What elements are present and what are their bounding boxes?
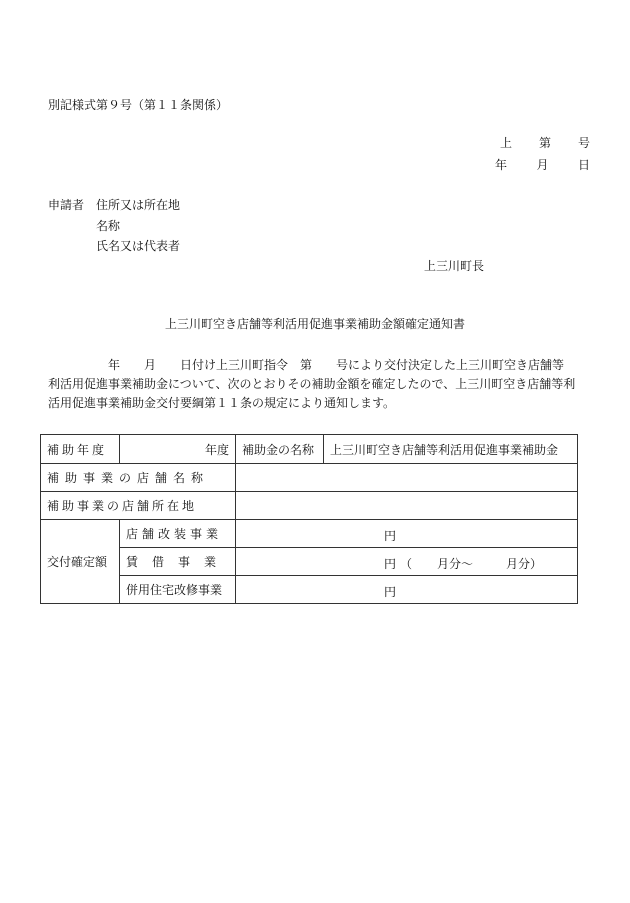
table-row xyxy=(41,435,578,464)
notice-table xyxy=(40,434,578,604)
store-address-value xyxy=(236,492,578,520)
renovation-label: 店舗改装事業 xyxy=(120,520,236,548)
issue-date xyxy=(495,158,590,172)
name-label: 名称 xyxy=(96,219,121,233)
fiscal-year-label: 補助年度 xyxy=(41,435,120,464)
lease-yen: 円 xyxy=(384,557,397,571)
issuer: 上三川町長 xyxy=(424,259,485,273)
lease-period-from: 月分～ xyxy=(437,557,474,571)
applicant-label: 申請者 xyxy=(48,198,85,212)
housing-label: 併用住宅改修事業 xyxy=(120,576,236,604)
document-title: 上三川町空き店舗等利活用促進事業補助金額確定通知書 xyxy=(164,317,465,331)
issue-date-month: 月 xyxy=(536,158,549,172)
form-label: 別記様式第９号（第１１条関係） xyxy=(48,98,229,112)
body-paragraph xyxy=(48,356,588,413)
subsidy-name-label: 補助金の名称 xyxy=(236,435,324,464)
address-label: 住所又は所在地 xyxy=(96,198,181,212)
issue-number xyxy=(500,136,590,150)
lease-period-open: （ xyxy=(400,557,413,571)
issue-number-middle: 第 xyxy=(538,136,551,150)
renovation-amount xyxy=(236,520,578,548)
table-row xyxy=(41,548,578,576)
store-name-value xyxy=(236,464,578,492)
representative-label: 氏名又は代表者 xyxy=(96,239,181,253)
issue-number-suffix: 号 xyxy=(577,136,590,150)
housing-yen: 円 xyxy=(384,585,397,599)
housing-amount xyxy=(236,576,578,604)
issue-date-day: 日 xyxy=(577,158,590,172)
issue-number-prefix: 上 xyxy=(500,136,513,150)
body-line-1: 年 月 日付け上三川町指令 第 号により交付決定した上三川町空き店舗等 xyxy=(48,358,565,372)
subsidy-name-value: 上三川町空き店舗等利活用促進事業補助金 xyxy=(324,435,578,464)
table-row xyxy=(41,576,578,604)
lease-period-to: 月分） xyxy=(506,557,543,571)
confirmed-amount-label: 交付確定額 xyxy=(41,520,120,604)
table-row xyxy=(41,520,578,548)
store-address-label: 補助事業の店舗所在地 xyxy=(41,492,236,520)
lease-amount xyxy=(236,548,578,576)
issue-date-year: 年 xyxy=(495,158,508,172)
lease-label: 賃借事業 xyxy=(120,548,236,576)
renovation-yen: 円 xyxy=(384,529,397,543)
table-row xyxy=(41,492,578,520)
body-line-2: 利活用促進事業補助金について、次のとおりその補助金額を確定したので、上三川町空き店舗等利 xyxy=(48,377,576,391)
body-line-3: 活用促進事業補助金交付要綱第１１条の規定により通知します。 xyxy=(48,396,396,410)
store-name-label: 補助事業の店舗名称 xyxy=(41,464,236,492)
table-row xyxy=(41,464,578,492)
fiscal-year-value: 年度 xyxy=(120,435,236,464)
